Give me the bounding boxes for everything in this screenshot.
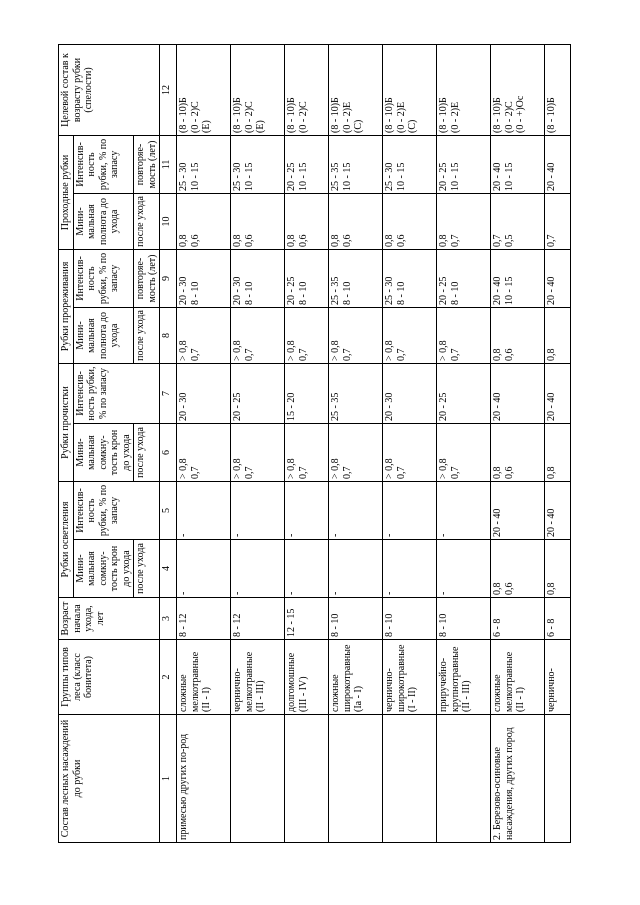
cell-passing-intensity: 20 - 25 10 - 15 <box>437 135 491 193</box>
header-intensity: Интенсив-ность рубки, % по запасу <box>73 482 160 540</box>
cell-thinning-density: 0,8 <box>545 307 571 363</box>
cell-cleaning-intensity: 20 - 30 <box>177 363 231 423</box>
column-number: 2 <box>160 640 177 715</box>
cell-clearing-density: - <box>285 540 329 598</box>
cell-target-composition: (8 - 10)Б (0 - 2)Е (С) <box>383 44 437 135</box>
cell-cleaning-intensity: 20 - 25 <box>437 363 491 423</box>
header-target: Целевой состав к возрасту рубки (спелости) <box>59 44 160 135</box>
cell-target-composition: (8 - 10)Б (0 - 2)С <box>285 44 329 135</box>
header-min-density: Мини-мальная полнота до ухода <box>73 193 134 249</box>
column-number: 8 <box>160 307 177 363</box>
header-after-care: после ухода <box>134 307 160 363</box>
cell-cleaning-density: 0,8 0,6 <box>491 424 545 482</box>
cell-passing-density: 0,7 <box>545 193 571 249</box>
cell-start-age: 8 - 10 <box>437 598 491 640</box>
header-forest-type: Группы типов леса (класс бонитета) <box>59 640 160 715</box>
header-after-care: после ухода <box>134 193 160 249</box>
cell-passing-density: 0,8 0,6 <box>177 193 231 249</box>
cell-cleaning-density: 0,8 <box>545 424 571 482</box>
cell-clearing-intensity: 20 - 40 <box>545 482 571 540</box>
cell-thinning-density: > 0,8 0,7 <box>383 307 437 363</box>
column-number: 3 <box>160 598 177 640</box>
cell-start-age: 8 - 10 <box>383 598 437 640</box>
table-row <box>545 44 571 842</box>
cell-thinning-density: > 0,8 0,7 <box>329 307 383 363</box>
cell-thinning-density: > 0,8 0,7 <box>285 307 329 363</box>
cell-passing-intensity: 20 - 25 10 - 15 <box>285 135 329 193</box>
cell-clearing-intensity: 20 - 40 <box>491 482 545 540</box>
cell-composition: 2. Березово-осиновые насаждения, других пород <box>491 715 545 843</box>
header-min-density: Мини-мальная полнота до ухода <box>73 307 134 363</box>
header-min-crown: Мини-мальная сомкну-тость крон до ухода <box>73 424 134 482</box>
header-after-care: после ухода <box>134 540 160 598</box>
cell-forest-type: сложные мелкотравные (II - I) <box>491 640 545 715</box>
column-number: 5 <box>160 482 177 540</box>
cell-forest-type: чернично-широкотравные (I - II) <box>383 640 437 715</box>
cell-forest-type: сложные мелкотравные (II - I) <box>177 640 231 715</box>
cell-forest-type: долгомошные (III - IV) <box>285 640 329 715</box>
table-row <box>329 44 383 842</box>
cell-clearing-intensity: - <box>329 482 383 540</box>
header-row-1 <box>59 44 74 842</box>
table-row <box>437 44 491 842</box>
cell-passing-intensity: 25 - 30 10 - 15 <box>177 135 231 193</box>
cell-target-composition: (8 - 10)Б (0 - 2)С (0 - +)Ос <box>491 44 545 135</box>
cell-start-age: 6 - 8 <box>491 598 545 640</box>
cell-cleaning-density: > 0,8 0,7 <box>329 424 383 482</box>
header-after-care: после ухода <box>134 424 160 482</box>
cell-clearing-intensity: - <box>285 482 329 540</box>
cell-clearing-density: 0,8 <box>545 540 571 598</box>
header-passing: Проходные рубки <box>59 135 74 249</box>
column-number: 1 <box>160 715 177 843</box>
table-row <box>177 44 231 842</box>
column-number: 10 <box>160 193 177 249</box>
header-repeat: повторяе-мость (лет) <box>134 249 160 307</box>
cell-clearing-density: - <box>177 540 231 598</box>
cell-composition <box>285 715 329 843</box>
cell-passing-intensity: 20 - 40 <box>545 135 571 193</box>
cell-clearing-density: 0,8 0,6 <box>491 540 545 598</box>
cell-cleaning-intensity: 15 - 20 <box>285 363 329 423</box>
cell-target-composition: (8 - 10)Б (0 - 2)Е (С) <box>329 44 383 135</box>
cell-clearing-intensity: - <box>231 482 285 540</box>
header-clearing: Рубки осветления <box>59 482 74 598</box>
cell-composition <box>231 715 285 843</box>
cell-start-age: 8 - 12 <box>177 598 231 640</box>
cell-composition: примесью других по-род <box>177 715 231 843</box>
cell-composition <box>437 715 491 843</box>
header-intensity: Интенсив-ность рубки, % по запасу <box>73 363 160 423</box>
cell-cleaning-density: > 0,8 0,7 <box>383 424 437 482</box>
cell-forest-type: чернично- <box>545 640 571 715</box>
table-row <box>491 44 545 842</box>
cell-passing-density: 0,8 0,6 <box>329 193 383 249</box>
cell-thinning-intensity: 20 - 40 10 - 15 <box>491 249 545 307</box>
cell-composition <box>383 715 437 843</box>
silviculture-table <box>58 44 571 843</box>
cell-target-composition: (8 - 10)Б (0 - 2)С (Е) <box>177 44 231 135</box>
cell-passing-density: 0,8 0,6 <box>231 193 285 249</box>
cell-clearing-density: - <box>329 540 383 598</box>
cell-passing-density: 0,8 0,7 <box>437 193 491 249</box>
cell-cleaning-density: > 0,8 0,7 <box>177 424 231 482</box>
header-cleaning: Рубки прочистки <box>59 363 74 481</box>
header-start-age: Возраст начала ухода, лет <box>59 598 160 640</box>
cell-clearing-intensity: - <box>437 482 491 540</box>
cell-thinning-intensity: 20 - 40 <box>545 249 571 307</box>
cell-passing-intensity: 25 - 30 10 - 15 <box>383 135 437 193</box>
table-row <box>285 44 329 842</box>
cell-forest-type: сложные широкотравные (Iа - I) <box>329 640 383 715</box>
header-min-crown: Мини-мальная сомкну-тость крон до ухода <box>73 540 134 598</box>
header-thinning: Рубки прореживания <box>59 249 74 363</box>
cell-target-composition: (8 - 10)Б <box>545 44 571 135</box>
cell-thinning-density: 0,8 0,6 <box>491 307 545 363</box>
cell-clearing-density: - <box>437 540 491 598</box>
cell-clearing-intensity: - <box>177 482 231 540</box>
header-intensity: Интенсив-ность рубки, % по запасу <box>73 135 134 193</box>
rotated-table-page <box>58 45 598 843</box>
cell-forest-type: чернично-мелкотравные (II - III) <box>231 640 285 715</box>
cell-passing-intensity: 25 - 35 10 - 15 <box>329 135 383 193</box>
cell-start-age: 6 - 8 <box>545 598 571 640</box>
cell-passing-density: 0,8 0,6 <box>383 193 437 249</box>
cell-cleaning-intensity: 20 - 40 <box>545 363 571 423</box>
cell-clearing-density: - <box>231 540 285 598</box>
table-row <box>231 44 285 842</box>
cell-cleaning-density: > 0,8 0,7 <box>231 424 285 482</box>
cell-thinning-intensity: 25 - 30 8 - 10 <box>383 249 437 307</box>
header-composition: Состав лесных насаждений до рубки <box>59 715 160 843</box>
cell-cleaning-intensity: 20 - 25 <box>231 363 285 423</box>
cell-thinning-intensity: 20 - 25 8 - 10 <box>437 249 491 307</box>
column-number-row <box>160 44 177 842</box>
column-number: 4 <box>160 540 177 598</box>
cell-thinning-density: > 0,8 0,7 <box>177 307 231 363</box>
cell-thinning-density: > 0,8 0,7 <box>437 307 491 363</box>
cell-target-composition: (8 - 10)Б (0 - 2)Е <box>437 44 491 135</box>
cell-passing-density: 0,7 0,5 <box>491 193 545 249</box>
cell-thinning-intensity: 20 - 30 8 - 10 <box>177 249 231 307</box>
cell-forest-type: приручейно-крупнотравные (II - III) <box>437 640 491 715</box>
cell-cleaning-intensity: 20 - 30 <box>383 363 437 423</box>
cell-passing-intensity: 20 - 40 10 - 15 <box>491 135 545 193</box>
cell-passing-intensity: 25 - 30 10 - 15 <box>231 135 285 193</box>
cell-target-composition: (8 - 10)Б (0 - 2)С (Е) <box>231 44 285 135</box>
cell-thinning-density: > 0,8 0,7 <box>231 307 285 363</box>
cell-clearing-intensity: - <box>383 482 437 540</box>
column-number: 9 <box>160 249 177 307</box>
header-intensity: Интенсив-ность рубки, % по запасу <box>73 249 134 307</box>
column-number: 11 <box>160 135 177 193</box>
table-body <box>59 44 571 842</box>
column-number: 6 <box>160 424 177 482</box>
cell-clearing-density: - <box>383 540 437 598</box>
column-number: 12 <box>160 44 177 135</box>
cell-cleaning-density: > 0,8 0,7 <box>285 424 329 482</box>
cell-thinning-intensity: 25 - 35 8 - 10 <box>329 249 383 307</box>
cell-composition <box>545 715 571 843</box>
table-row <box>383 44 437 842</box>
cell-start-age: 8 - 12 <box>231 598 285 640</box>
cell-cleaning-intensity: 20 - 40 <box>491 363 545 423</box>
cell-start-age: 8 - 10 <box>329 598 383 640</box>
cell-cleaning-density: > 0,8 0,7 <box>437 424 491 482</box>
cell-passing-density: 0,8 0,6 <box>285 193 329 249</box>
header-repeat: повторяе-мость (лет) <box>134 135 160 193</box>
cell-start-age: 12 - 15 <box>285 598 329 640</box>
cell-cleaning-intensity: 25 - 35 <box>329 363 383 423</box>
cell-thinning-intensity: 20 - 30 8 - 10 <box>231 249 285 307</box>
cell-composition <box>329 715 383 843</box>
column-number: 7 <box>160 363 177 423</box>
cell-thinning-intensity: 20 - 25 8 - 10 <box>285 249 329 307</box>
